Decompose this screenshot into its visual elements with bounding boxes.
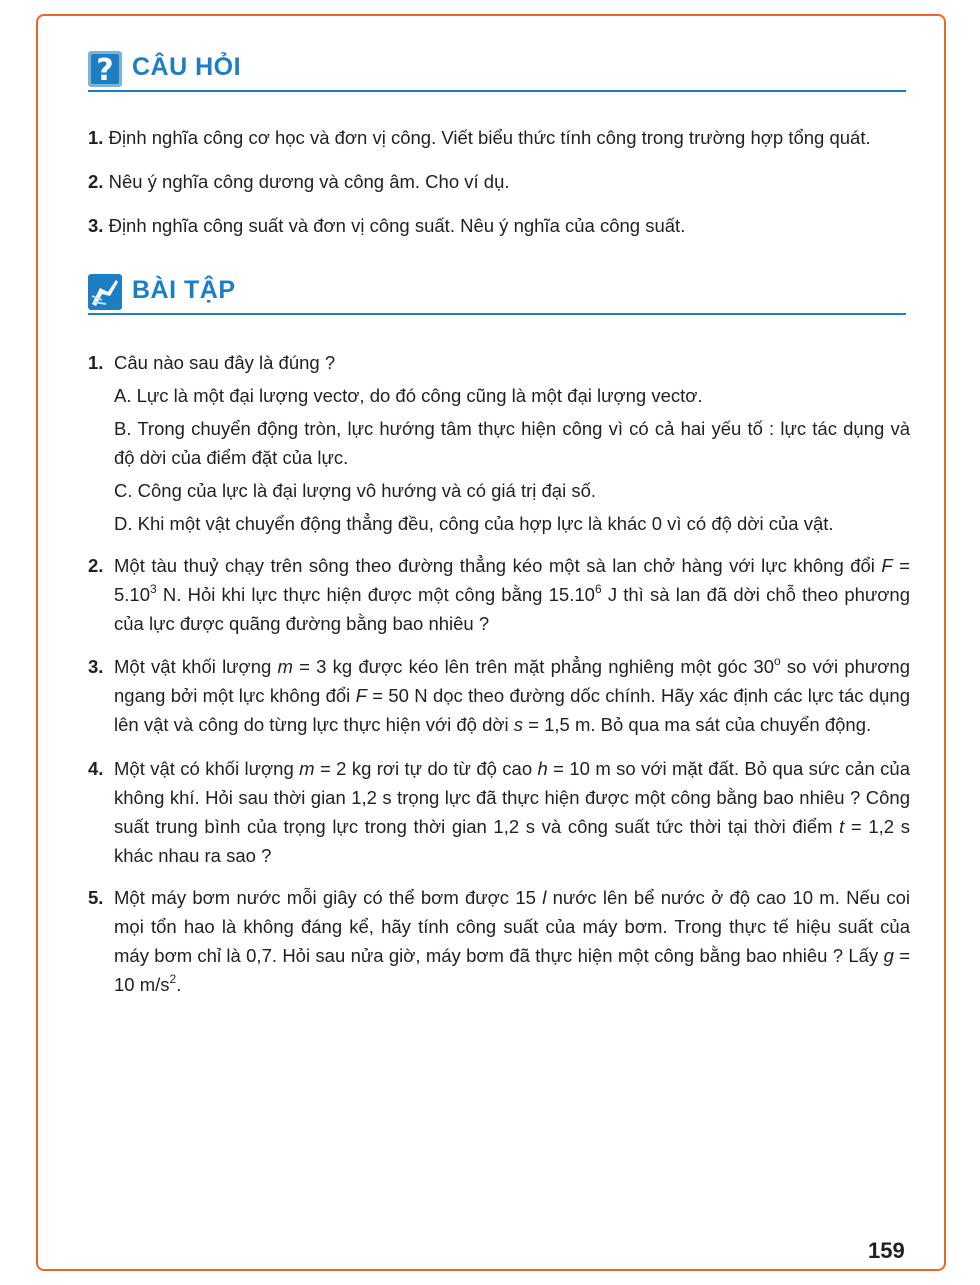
question-mark-icon <box>88 51 122 85</box>
writing-hand-icon <box>88 274 122 308</box>
question-item: 1. Định nghĩa công cơ học và đơn vị công. Viết biểu thức tính công trong trường hợp tổng quát. <box>88 127 871 148</box>
option-a: A. Lực là một đại lượng vectơ, do đó công cũng là một đại lượng vectơ. <box>114 385 703 406</box>
section-title: CÂU HỎI <box>132 53 242 81</box>
option-d: D. Khi một vật chuyển động thẳng đều, công của hợp lực là khác 0 vì có độ dời của vật. <box>114 513 834 534</box>
section-header-bai-tap <box>88 273 906 315</box>
question-item: 3. Định nghĩa công suất và đơn vị công suất. Nêu ý nghĩa của công suất. <box>88 215 686 236</box>
exercise-2: 2. Một tàu thuỷ chạy trên sông theo đường thẳng kéo một sà lan chở hàng với lực không đổi $F = 5.10^3$ N. Hỏi khi lực thực hiện được một công bằng 15.10$^6$ J thì sà lan đã dời chỗ theo phương của lực được quãng đường bằng bao nhiêu ? <box>88 555 910 634</box>
option-b: B. Trong chuyển động tròn, lực hướng tâm thực hiện công vì có cả hai yếu tố : lực tác dụng và độ dời của điểm đặt của lực. <box>114 418 910 468</box>
exercise-1: 1. Câu nào sau đây là đúng ? A. Lực là một đại lượng vectơ, do đó công cũng là một đại lượng vectơ. B. Trong chuyển động tròn, lực hướng tâm thực hiện công vì có cả hai yếu tố : lực tác dụng và độ dời của điểm đặt của lực. C. Công của lực là đại lượng vô hướng và có giá trị đại số. D. Khi một vật chuyển động thẳng đều, công của hợp lực là khác 0 vì có độ dời của vật. <box>88 348 910 538</box>
option-c: C. Công của lực là đại lượng vô hướng và có giá trị đại số. <box>114 480 597 501</box>
page-number: 159 <box>868 1238 905 1263</box>
exercise-3: 3. Một vật khối lượng m = 3 kg được kéo lên trên mặt phẳng nghiêng một góc 30$^o$ so với phương ngang bởi một lực không đổi F = 50 N dọc theo đường dốc chính. Hãy xác định các lực tác dụng lên vật và công do từng lực thực hiện với độ dời s = 1,5 m. Bỏ qua ma sát của chuyển động. <box>88 654 911 735</box>
question-item: 2. Nêu ý nghĩa công dương và công âm. Cho ví dụ. <box>88 171 510 192</box>
section-title: BÀI TẬP <box>132 276 236 304</box>
svg-text:?: ? <box>96 53 114 87</box>
exercise-5: 5. Một máy bơm nước mỗi giây có thể bơm được 15 l nước lên bể nước ở độ cao 10 m. Nếu coi mọi tổn hao là không đáng kể, hãy tính công suất của máy bơm. Trong thực tế hiệu suất của máy bơm chỉ là 0,7. Hỏi sau nửa giờ, máy bơm đã thực hiện một công bằng bao nhiêu ? Lấy g = 10 $m/s^2$. <box>88 887 911 995</box>
exercise-4: 4. Một vật có khối lượng m = 2 kg rơi tự do từ độ cao h = 10 m so với mặt đất. Bỏ qua sức cản của không khí. Hỏi sau thời gian 1,2 s trọng lực đã thực hiện được một công bằng bao nhiêu ? Công suất trung bình của trọng lực trong thời gian 1,2 s và công suất tức thời tại thời điểm t = 1,2 s khác nhau ra sao ? <box>88 758 910 866</box>
page-frame <box>36 14 946 1271</box>
section-header-cau-hoi <box>88 50 906 92</box>
